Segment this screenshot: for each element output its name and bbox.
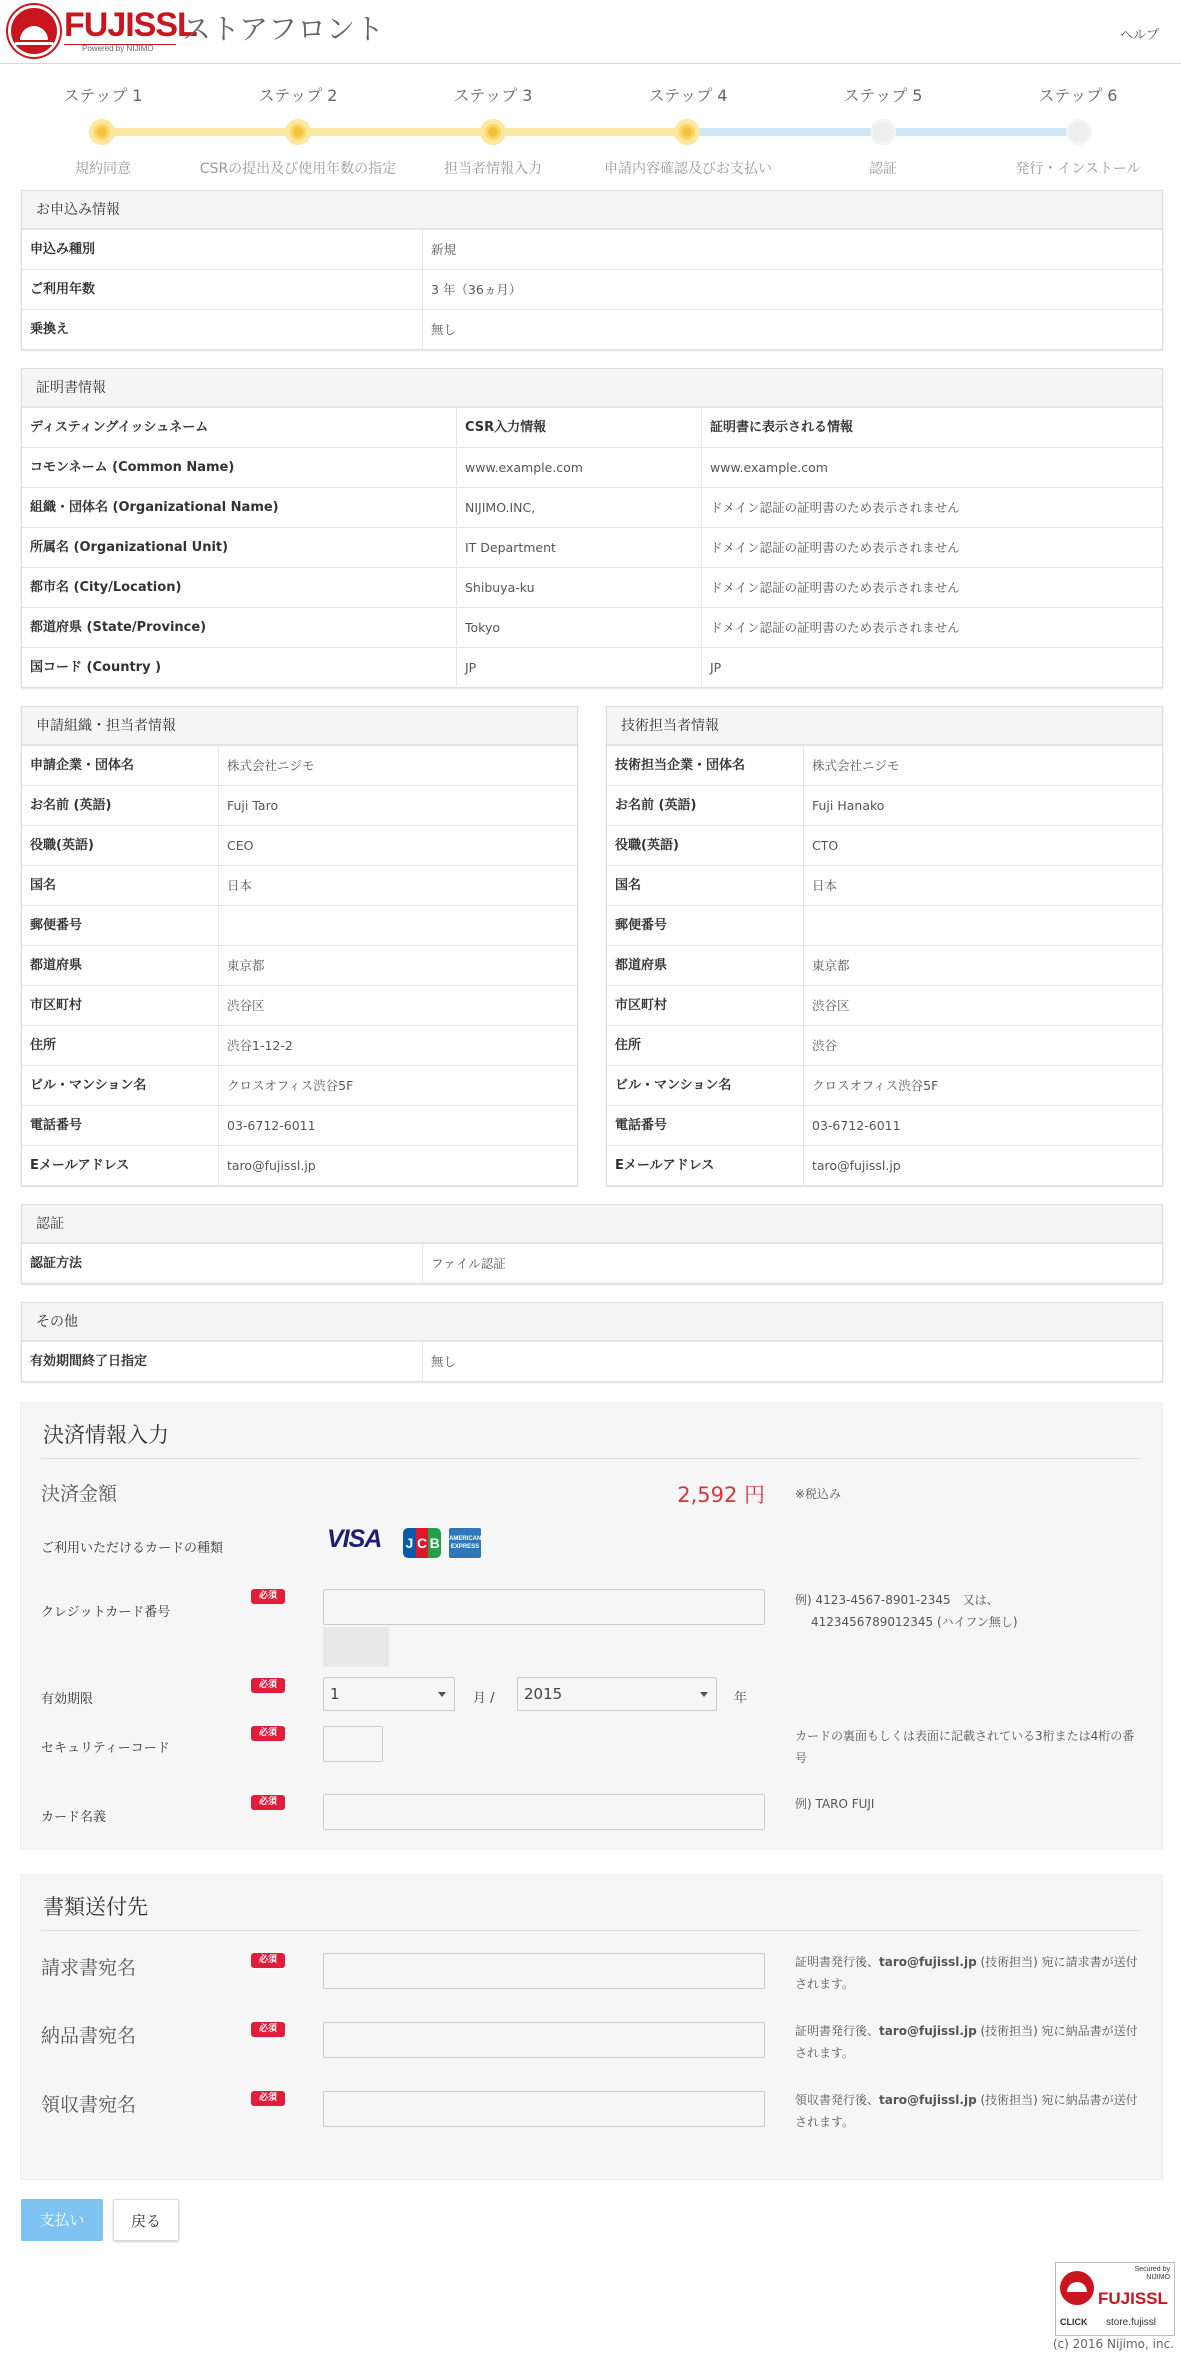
row-value: 新規 bbox=[422, 230, 1164, 270]
row-value: Fuji Taro bbox=[218, 786, 579, 826]
hint-email: taro@fujissl.jp bbox=[879, 2093, 977, 2107]
required-badge: 必須 bbox=[251, 1678, 285, 1693]
card-number-label: クレジットカード番号 bbox=[41, 1605, 171, 1620]
row-label: 有効期間終了日指定 bbox=[30, 1354, 148, 1369]
hint-line: 例) 4123-4567-8901-2345 又は、 bbox=[795, 1593, 999, 1607]
row-value: 無し bbox=[422, 1342, 1164, 1382]
hint-email: taro@fujissl.jp bbox=[879, 1955, 977, 1969]
hint-email: taro@fujissl.jp bbox=[879, 2024, 977, 2038]
column-header: ディスティングイッシュネーム bbox=[30, 420, 209, 435]
auth-panel bbox=[21, 1204, 1163, 1284]
row-value: 3 年（36ヵ月） bbox=[422, 270, 1164, 310]
jcb-letter-b: B bbox=[428, 1528, 441, 1558]
table-row bbox=[22, 1025, 577, 1065]
table-header-row bbox=[22, 407, 1162, 447]
table-row bbox=[607, 1065, 1162, 1105]
step-4-caption: 申請内容確認及びお支払い bbox=[604, 161, 772, 177]
cert-value: ドメイン認証の証明書のため表示されません bbox=[701, 568, 1164, 608]
row-value: taro@fujissl.jp bbox=[218, 1146, 579, 1186]
row-value: クロスオフィス渋谷5F bbox=[803, 1066, 1164, 1106]
table-row bbox=[22, 905, 577, 945]
table-row bbox=[22, 945, 577, 985]
visa-card-icon: VISA bbox=[327, 1525, 382, 1553]
invoice-hint bbox=[795, 1951, 1145, 1995]
invoice-addressee-input[interactable] bbox=[323, 1953, 765, 1989]
row-label: 乗換え bbox=[30, 322, 70, 337]
row-label: コモンネーム (Common Name) bbox=[30, 460, 235, 475]
row-label: 申請企業・団体名 bbox=[30, 758, 135, 773]
column-header: 証明書に表示される情報 bbox=[701, 408, 1164, 448]
security-code-hint: カードの裏面もしくは表面に記載されている3桁または4桁の番号 bbox=[795, 1729, 1135, 1765]
receipt-hint bbox=[795, 2089, 1145, 2133]
table-row bbox=[607, 945, 1162, 985]
applicant-panel bbox=[21, 706, 578, 1186]
row-value: 株式会社ニジモ bbox=[218, 746, 579, 786]
csr-value: IT Department bbox=[456, 528, 701, 568]
csr-value: JP bbox=[456, 648, 701, 688]
row-label: 組織・団体名 (Organizational Name) bbox=[30, 500, 279, 515]
table-row bbox=[607, 1145, 1162, 1185]
table-row bbox=[22, 1243, 1162, 1283]
step-1-label: ステップ 1 bbox=[63, 86, 143, 105]
logo-text[interactable]: FUJISSL bbox=[64, 6, 197, 44]
table-row bbox=[22, 567, 1162, 607]
certificate-panel bbox=[21, 368, 1163, 688]
store-title: ストアフロント bbox=[182, 12, 385, 46]
csr-value: Shibuya-ku bbox=[456, 568, 701, 608]
row-value: ファイル認証 bbox=[422, 1244, 1164, 1284]
row-label: 都道府県 bbox=[30, 958, 83, 973]
cert-value: www.example.com bbox=[701, 448, 1164, 488]
row-value bbox=[218, 906, 579, 946]
chevron-down-icon bbox=[700, 1692, 708, 1697]
seal-logo-icon bbox=[1060, 2271, 1094, 2305]
hint-text: (技術担当) 宛に納品書が送付されます。 bbox=[795, 2024, 1138, 2060]
seal-brand: FUJISSL bbox=[1098, 2289, 1168, 2308]
row-label: 国名 bbox=[615, 878, 642, 893]
copyright: (c) 2016 Nijimo, inc. bbox=[1052, 2337, 1174, 2351]
seal-secured-by: NIJIMO bbox=[1146, 2274, 1170, 2281]
progress-stepper bbox=[0, 78, 1181, 188]
top-header bbox=[0, 0, 1181, 64]
required-badge: 必須 bbox=[251, 1726, 285, 1741]
technical-contact-panel bbox=[606, 706, 1163, 1186]
step-2-dot bbox=[285, 119, 311, 145]
row-value: 株式会社ニジモ bbox=[803, 746, 1164, 786]
csr-value: Tokyo bbox=[456, 608, 701, 648]
table-row bbox=[22, 309, 1162, 349]
row-label: 電話番号 bbox=[615, 1118, 668, 1133]
row-label: 郵便番号 bbox=[30, 918, 83, 933]
row-value: 渋谷区 bbox=[218, 986, 579, 1026]
step-1-dot bbox=[89, 119, 115, 145]
cert-value: JP bbox=[701, 648, 1164, 688]
step-5-label: ステップ 5 bbox=[843, 86, 923, 105]
table-row bbox=[22, 785, 577, 825]
row-value: Fuji Hanako bbox=[803, 786, 1164, 826]
step-6-label: ステップ 6 bbox=[1038, 86, 1118, 105]
progress-bar-done bbox=[102, 128, 687, 136]
delivery-note-label: 納品書宛名 bbox=[41, 2025, 137, 2047]
expiry-year-select[interactable] bbox=[517, 1677, 717, 1711]
section-divider bbox=[41, 1930, 1142, 1931]
step-5-dot bbox=[870, 119, 896, 145]
table-row bbox=[22, 1065, 577, 1105]
row-label: 所属名 (Organizational Unit) bbox=[30, 540, 229, 555]
row-label: 都市名 (City/Location) bbox=[30, 580, 182, 595]
jcb-card-icon bbox=[403, 1528, 441, 1558]
card-holder-hint: 例) TARO FUJI bbox=[795, 1797, 875, 1811]
row-label: Eメールアドレス bbox=[615, 1158, 715, 1173]
step-3-label: ステップ 3 bbox=[453, 86, 533, 105]
row-value bbox=[803, 906, 1164, 946]
row-label: 役職(英語) bbox=[615, 838, 679, 853]
step-6-caption: 発行・インストール bbox=[1015, 161, 1141, 177]
panel-title: 申請組織・担当者情報 bbox=[22, 707, 577, 745]
row-value: 東京都 bbox=[803, 946, 1164, 986]
row-value: taro@fujissl.jp bbox=[803, 1146, 1164, 1186]
delivery-note-input[interactable] bbox=[323, 2022, 765, 2058]
table-row bbox=[607, 1105, 1162, 1145]
row-value: CTO bbox=[803, 826, 1164, 866]
row-value: 03-6712-6011 bbox=[218, 1106, 579, 1146]
hint-text: (技術担当) 宛に納品書が送付されます。 bbox=[795, 2093, 1138, 2129]
row-label: お名前 (英語) bbox=[615, 798, 697, 813]
seal-secured-line: Secured by bbox=[1134, 2266, 1170, 2273]
table-row bbox=[22, 447, 1162, 487]
row-label: 国名 bbox=[30, 878, 57, 893]
panel-title: 証明書情報 bbox=[22, 369, 1162, 407]
panel-title: 技術担当者情報 bbox=[607, 707, 1162, 745]
row-value: 渋谷1-12-2 bbox=[218, 1026, 579, 1066]
table-row bbox=[22, 1145, 577, 1185]
table-row bbox=[607, 1025, 1162, 1065]
seal-click: CLICK bbox=[1060, 2317, 1088, 2327]
seal-secured-text bbox=[1135, 2266, 1170, 2282]
other-panel bbox=[21, 1302, 1163, 1382]
table-row bbox=[607, 825, 1162, 865]
row-label: 電話番号 bbox=[30, 1118, 83, 1133]
required-badge: 必須 bbox=[251, 2022, 285, 2037]
table-row bbox=[607, 905, 1162, 945]
hint-text: 証明書発行後、 bbox=[795, 1955, 880, 1969]
table-row bbox=[22, 607, 1162, 647]
security-code-label: セキュリティーコード bbox=[41, 1741, 170, 1756]
row-value: 日本 bbox=[803, 866, 1164, 906]
row-label: 住所 bbox=[615, 1038, 642, 1053]
month-unit: 月 / bbox=[473, 1691, 495, 1706]
step-6-dot bbox=[1066, 119, 1092, 145]
row-label: ビル・マンション名 bbox=[615, 1078, 732, 1093]
section-divider bbox=[41, 1458, 1142, 1459]
help-link[interactable]: ヘルプ bbox=[1119, 28, 1159, 43]
row-label: ビル・マンション名 bbox=[30, 1078, 147, 1093]
cert-value: ドメイン認証の証明書のため表示されません bbox=[701, 528, 1164, 568]
amount-label: 決済金額 bbox=[41, 1483, 118, 1505]
card-holder-input[interactable] bbox=[323, 1794, 765, 1830]
row-value: 無し bbox=[422, 310, 1164, 350]
required-badge: 必須 bbox=[251, 2091, 285, 2106]
panel-title: その他 bbox=[22, 1303, 1162, 1341]
step-2-caption: CSRの提出及び使用年数の指定 bbox=[199, 161, 397, 177]
required-badge: 必須 bbox=[251, 1953, 285, 1968]
table-row bbox=[22, 647, 1162, 687]
jcb-letter-c: C bbox=[416, 1528, 429, 1558]
section-title: 決済情報入力 bbox=[43, 1423, 169, 1447]
amex-card-icon: AMERICAN EXPRESS bbox=[449, 1528, 481, 1558]
hint-text: 証明書発行後、 bbox=[795, 2024, 880, 2038]
required-badge: 必須 bbox=[251, 1795, 285, 1810]
row-label: 市区町村 bbox=[30, 998, 83, 1013]
cert-value: ドメイン認証の証明書のため表示されません bbox=[701, 488, 1164, 528]
application-panel bbox=[21, 190, 1163, 350]
row-value: 日本 bbox=[218, 866, 579, 906]
table-row bbox=[22, 825, 577, 865]
row-label: 国コード (Country ) bbox=[30, 660, 162, 675]
step-4-dot bbox=[674, 119, 700, 145]
table-row bbox=[22, 865, 577, 905]
tax-note: ※税込み bbox=[795, 1487, 842, 1501]
row-label: Eメールアドレス bbox=[30, 1158, 130, 1173]
row-value: CEO bbox=[218, 826, 579, 866]
row-value: 渋谷区 bbox=[803, 986, 1164, 1026]
table-row bbox=[22, 487, 1162, 527]
row-label: 市区町村 bbox=[615, 998, 668, 1013]
year-unit: 年 bbox=[734, 1691, 748, 1706]
csr-value: NIJIMO.INC, bbox=[456, 488, 701, 528]
expiry-month-select[interactable] bbox=[323, 1677, 455, 1711]
documents-section bbox=[20, 1874, 1163, 2180]
step-3-caption: 担当者情報入力 bbox=[444, 161, 542, 177]
receipt-addressee-label: 領収書宛名 bbox=[41, 2094, 137, 2116]
row-label: ご利用年数 bbox=[30, 282, 96, 297]
hint-text: 領収書発行後、 bbox=[795, 2093, 880, 2107]
row-label: 郵便番号 bbox=[615, 918, 668, 933]
payment-section bbox=[20, 1402, 1163, 1850]
invoice-addressee-label: 請求書宛名 bbox=[41, 1957, 137, 1979]
back-button[interactable]: 戻る bbox=[113, 2199, 179, 2241]
table-row bbox=[607, 985, 1162, 1025]
chevron-down-icon bbox=[438, 1692, 446, 1697]
table-row bbox=[607, 865, 1162, 905]
security-seal[interactable] bbox=[1055, 2262, 1175, 2336]
row-label: 都道府県 (State/Province) bbox=[30, 620, 207, 635]
expiry-year-value: 2015 bbox=[524, 1685, 563, 1703]
step-2-label: ステップ 2 bbox=[258, 86, 338, 105]
card-number-input[interactable] bbox=[323, 1589, 765, 1625]
hint-line: 4123456789012345 (ハイフン無し) bbox=[811, 1615, 1018, 1629]
amount-value: 2,592 円 bbox=[677, 1483, 765, 1507]
table-row bbox=[22, 269, 1162, 309]
table-row bbox=[22, 527, 1162, 567]
receipt-addressee-input[interactable] bbox=[323, 2091, 765, 2127]
row-label: 住所 bbox=[30, 1038, 57, 1053]
expiry-month-value: 1 bbox=[330, 1685, 340, 1703]
card-number-hint bbox=[795, 1589, 1145, 1633]
table-row bbox=[22, 1105, 577, 1145]
row-label: 技術担当企業・団体名 bbox=[615, 758, 746, 773]
row-label: 申込み種別 bbox=[30, 242, 96, 257]
step-4-label: ステップ 4 bbox=[648, 86, 728, 105]
step-5-caption: 認証 bbox=[869, 161, 897, 177]
table-row bbox=[22, 985, 577, 1025]
table-row bbox=[607, 785, 1162, 825]
hint-text: (技術担当) 宛に請求書が送付されます。 bbox=[795, 1955, 1138, 1991]
row-label: 役職(英語) bbox=[30, 838, 94, 853]
row-label: 認証方法 bbox=[30, 1256, 83, 1271]
step-1-caption: 規約同意 bbox=[75, 161, 131, 177]
panel-title: 認証 bbox=[22, 1205, 1162, 1243]
step-3-dot bbox=[480, 119, 506, 145]
card-number-suggestion bbox=[323, 1627, 389, 1667]
jcb-letter-j: J bbox=[403, 1528, 416, 1558]
row-label: 都道府県 bbox=[615, 958, 668, 973]
fujissl-logo-icon[interactable] bbox=[8, 5, 60, 57]
row-value: 東京都 bbox=[218, 946, 579, 986]
seal-store-url: store.fujissl bbox=[1106, 2317, 1157, 2328]
card-holder-label: カード名義 bbox=[41, 1810, 107, 1825]
section-title: 書類送付先 bbox=[43, 1895, 148, 1919]
delivery-hint bbox=[795, 2020, 1145, 2064]
expiry-label: 有効期限 bbox=[41, 1692, 94, 1707]
pay-button[interactable]: 支払い bbox=[21, 2199, 103, 2241]
row-value: クロスオフィス渋谷5F bbox=[218, 1066, 579, 1106]
table-row bbox=[22, 1341, 1162, 1381]
logo-sub: Powered by NIJIMO bbox=[82, 44, 154, 53]
table-row bbox=[607, 745, 1162, 785]
panel-title: お申込み情報 bbox=[22, 191, 1162, 229]
cert-value: ドメイン認証の証明書のため表示されません bbox=[701, 608, 1164, 648]
column-header: CSR入力情報 bbox=[456, 408, 701, 448]
row-label: お名前 (英語) bbox=[30, 798, 112, 813]
csr-value: www.example.com bbox=[456, 448, 701, 488]
row-value: 03-6712-6011 bbox=[803, 1106, 1164, 1146]
cards-label: ご利用いただけるカードの種類 bbox=[41, 1541, 224, 1556]
table-row bbox=[22, 229, 1162, 269]
security-code-input[interactable] bbox=[323, 1726, 383, 1762]
required-badge: 必須 bbox=[251, 1589, 285, 1604]
table-row bbox=[22, 745, 577, 785]
row-value: 渋谷 bbox=[803, 1026, 1164, 1066]
